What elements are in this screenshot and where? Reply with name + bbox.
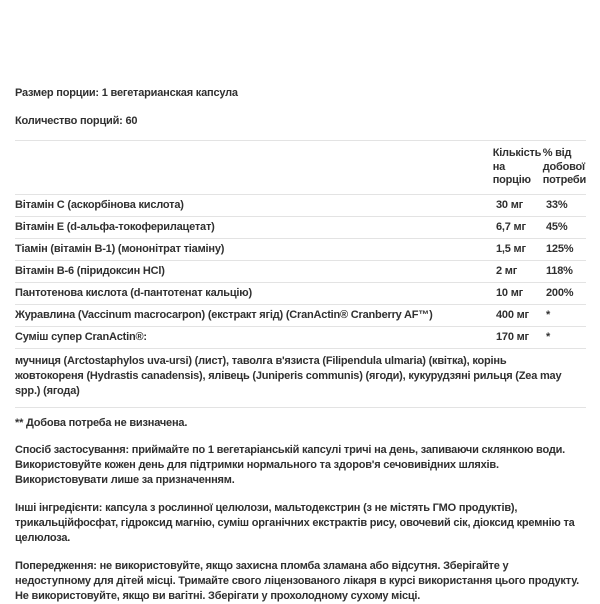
blend-sub-ingredients-text: мучниця (Arctostaphylos uva-ursi) (лист), таволга в'язиста (Filipendula ulmaria) (квітка), корінь жовтокореня (Hydrastis canadensis), ялівець (Juniperis communis) (ягоди), кукурудзяні рильця (Zea may spp.) (ягода)	[15, 354, 562, 397]
ingredient-dv: *	[546, 308, 551, 321]
ingredient-amount: 30 мг	[496, 198, 524, 211]
table-row	[15, 239, 586, 261]
ingredient-dv: 45%	[546, 220, 568, 233]
table-row	[15, 283, 586, 305]
column-header-amount: Кількість на порцію	[492, 147, 542, 186]
directions-paragraph: Спосіб застосування: приймайте по 1 вегетаріанській капсулі тричі на день, запиваючи склянкою води. Використовуйте кожен день для підтримки нормального та здоров'я сечовивідних шляхів. Використовувати лише за призначенням.	[15, 443, 566, 486]
column-header-daily-value: % від добової потреби	[542, 147, 587, 186]
table-header-row	[15, 140, 586, 195]
ingredient-amount: 2 мг	[496, 264, 518, 277]
ingredient-name: Вітамін B-6 (піридоксин HCl)	[15, 264, 165, 277]
serving-size-text: Размер порции: 1 вегетарианская капсула	[15, 87, 238, 99]
table-row	[15, 305, 586, 327]
ingredient-dv: 200%	[546, 286, 574, 299]
supplement-facts-table	[15, 140, 586, 431]
table-row	[15, 261, 586, 283]
ingredient-dv: 33%	[546, 198, 568, 211]
table-row	[15, 217, 586, 239]
ingredient-amount: 1,5 мг	[496, 242, 526, 255]
servings-per-container-text: Количество порций: 60	[15, 115, 138, 127]
ingredient-dv: 118%	[546, 264, 573, 277]
ingredient-amount: 10 мг	[496, 286, 524, 299]
ingredient-dv: *	[546, 330, 551, 343]
other-ingredients-paragraph: Інші інгредієнти: капсула з рослинної целюлози, мальтодекстрин (з не містять ГМО продуктів), трикальційфосфат, гідроксид магнію, суміш органічних екстрактів рису, овочевий сік, діоксид кремнію та целюлоза.	[15, 501, 575, 544]
table-row	[15, 195, 586, 217]
ingredient-amount: 6,7 мг	[496, 220, 526, 233]
daily-value-footnote: ** Добова потреба не визначена.	[15, 416, 188, 429]
blend-sub-ingredients	[15, 349, 586, 408]
ingredient-name: Тіамін (вітамін B-1) (мононітрат тіаміну)	[15, 242, 225, 255]
ingredient-amount: 400 мг	[496, 308, 529, 321]
ingredient-name: Журавлина (Vaccinum macrocarpon) (екстракт ягід) (CranActin® Cranberry AF™)	[15, 308, 433, 321]
ingredient-name: Вітамін E (d-альфа-токоферилацетат)	[15, 220, 215, 233]
warning-paragraph: Попередження: не використовуйте, якщо захисна пломба зламана або відсутня. Зберігайте у недоступному для дітей місці. Тримайте свого ліцензованого лікаря в курсі використання цього продукту. Не використовуйте, якщо ви вагітні. Зберігати у прохолодному сухому місці.	[15, 559, 579, 602]
ingredient-dv: 125%	[546, 242, 574, 255]
ingredient-name: Суміш супер CranActin®:	[15, 330, 147, 343]
ingredient-name: Вітамін C (аскорбінова кислота)	[15, 198, 184, 211]
ingredient-name: Пантотенова кислота (d-пантотенат кальцію)	[15, 286, 252, 299]
table-row	[15, 327, 586, 349]
ingredient-amount: 170 мг	[496, 330, 529, 343]
